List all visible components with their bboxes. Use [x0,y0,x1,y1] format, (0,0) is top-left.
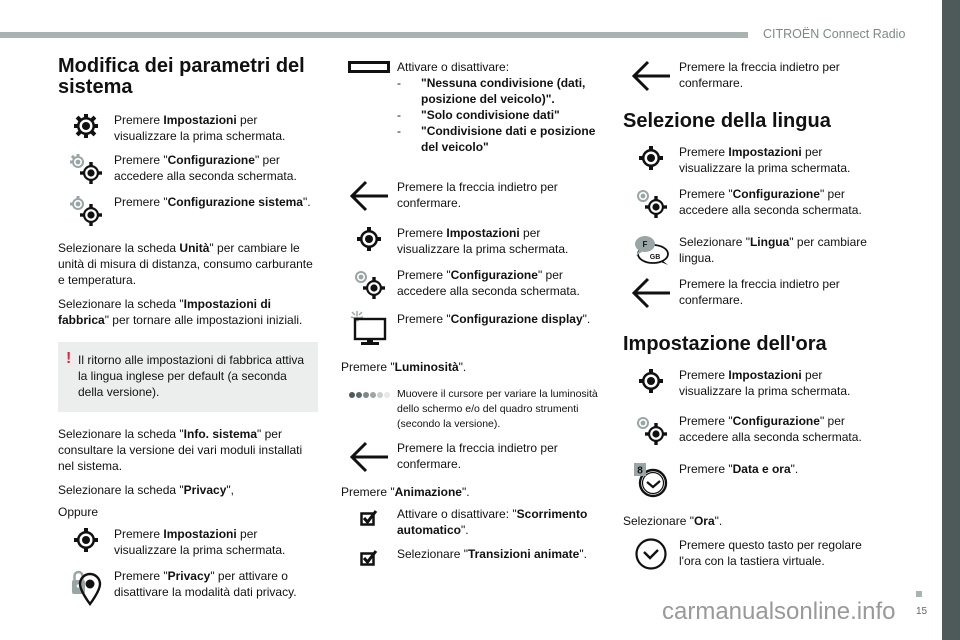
paragraph-hour: Selezionare "Ora". [623,514,723,528]
gear-icon [623,144,679,172]
svg-text:8: 8 [637,465,643,477]
step-configuration [58,152,320,186]
step-back: Premere la freccia indietro per confermare. [341,179,603,213]
watermark: carmanualsonline.info [662,598,896,625]
privacy-option: - "Solo condivisione dati" [397,108,560,122]
column-system-settings [58,56,320,608]
language-speech-bubbles-icon [623,234,679,266]
gears-configuration-icon [58,194,114,228]
gears-configuration-icon [58,152,114,186]
calendar-clock-icon [623,461,679,499]
brightness-slider-icon [341,387,397,399]
paragraph-brightness: Premere "Luminosità". [341,360,467,374]
gears-configuration-icon [341,267,397,301]
gears-configuration-icon [623,186,679,220]
step-display-configuration: Premere "Configurazione display". [341,311,603,347]
paragraph-system-info: Selezionare la scheda "Info. sistema" per consultare la versione dei vari moduli installati nel sistema. [58,427,303,473]
step-brightness-slider: Muovere il cursore per variare la luminosità dello schermo e/o del quadro strumenti (secondo la versione). [341,387,603,432]
side-tab-strip [942,0,960,640]
paragraph-or: Oppure [58,505,99,519]
column-privacy-display [341,59,603,566]
step-back: Premere la freccia indietro per confermare. [623,59,885,93]
step-date-time: 8 Premere "Data e ora". [623,461,885,499]
step-animated-transitions: Selezionare "Transizioni animate". [341,546,603,566]
section-title-language: Selezione della lingua [623,110,831,132]
gear-icon [58,526,114,554]
step-system-configuration [58,194,320,228]
page-number: 15 [916,606,928,617]
step-language: F GB Selezionare "Lingua" per cambiare lingua. [623,234,885,266]
step-settings [58,526,320,558]
gears-configuration-icon [623,413,679,447]
back-arrow-icon [623,276,679,310]
svg-text:GB: GB [649,254,661,261]
gear-icon [623,367,679,395]
warning-icon: ! [66,350,72,367]
step-auto-scroll: Attivare o disattivare: "Scorrimento automatico". [341,506,603,538]
step-back: Premere la freccia indietro per confermare. [341,440,603,474]
privacy-option: - "Condivisione dati e posizione del veicolo" [397,124,596,154]
step-settings: Premere Impostazioni per visualizzare la prima schermata. [623,367,885,399]
step-text: Premere "Privacy" per attivare o disattivare la modalità dati privacy. [114,569,297,599]
step-text: Premere Impostazioni per visualizzare la prima schermata. [114,527,286,557]
step-configuration: Premere "Configurazione" per accedere alla seconda schermata. [623,186,885,220]
section-title-system: Modifica dei parametri del sistema [58,55,305,98]
svg-text:F: F [642,240,648,249]
step-settings: Premere Impostazioni per visualizzare la prima schermata. [341,225,603,257]
step-text: Premere "Configurazione sistema". [114,195,311,209]
step-set-hour: Premere questo tasto per regolare l'ora con la tastiera virtuale. [623,537,885,571]
step-configuration: Premere "Configurazione" per accedere alla seconda schermata. [623,413,885,447]
paragraph-privacy: Selezionare la scheda "Privacy", [58,483,234,497]
gear-icon [58,112,114,140]
column-language-time [623,59,885,571]
back-arrow-icon [341,179,397,213]
step-configuration: Premere "Configurazione" per accedere alla seconda schermata. [341,267,603,301]
step-text: Premere Impostazioni per visualizzare la prima schermata. [114,113,286,143]
display-brightness-icon [341,311,397,347]
checkbox-icon [341,546,397,566]
paragraph-factory-settings: Selezionare la scheda "Impostazioni di fabbrica" per tornare alle impostazioni iniziali. [58,297,303,327]
running-title: CITROËN Connect Radio [763,27,906,41]
page-marker [916,591,922,597]
clock-button-icon [623,537,679,571]
paragraph-animation: Premere "Animazione". [341,485,470,499]
step-settings [58,112,320,144]
toggle-bar-icon [341,59,397,73]
step-privacy [58,568,320,608]
step-privacy-toggle: Attivare o disattivare: - "Nessuna condivisione (dati, posizione del veicolo)". - "Solo condivisione dati" - "Condivisione dati e posizione del veicolo" [341,59,603,155]
back-arrow-icon [341,440,397,474]
back-arrow-icon [623,59,679,93]
step-settings: Premere Impostazioni per visualizzare la prima schermata. [623,144,885,176]
section-title-time: Impostazione dell'ora [623,333,827,355]
step-text: Premere "Configurazione" per accedere alla seconda schermata. [114,153,297,183]
paragraph-units: Selezionare la scheda Unità" per cambiare le unità di misura di distanza, consumo carburante e temperatura. [58,241,313,287]
gear-icon [341,225,397,253]
checkbox-icon [341,506,397,526]
header-bar [0,32,748,38]
privacy-option: - "Nessuna condivisione (dati, posizione del veicolo)". [397,76,586,106]
step-back: Premere la freccia indietro per confermare. [623,276,885,310]
warning-note: ! Il ritorno alle impostazioni di fabbrica attiva la lingua inglese per default (a seconda della versione). [58,342,318,412]
privacy-options-list [397,75,603,155]
privacy-lock-pin-icon [58,568,114,608]
